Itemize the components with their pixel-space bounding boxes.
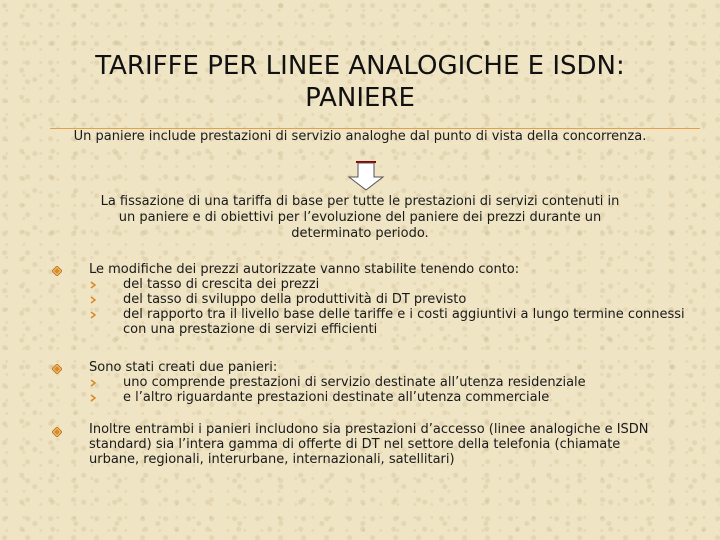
- chevron-right-icon: [89, 311, 97, 319]
- bullet-two-baskets-text: Sono stati creati due panieri:: [89, 360, 278, 375]
- down-arrow-icon: [346, 161, 386, 191]
- bullet-price-changes-text: Le modifiche dei prezzi autorizzate vanno stabilite tenendo conto:: [89, 262, 520, 277]
- diamond-bullet-icon: [52, 427, 62, 437]
- list-item: [89, 307, 689, 337]
- list-item-text: del tasso di crescita dei prezzi: [123, 277, 320, 292]
- chevron-right-icon: [89, 296, 97, 304]
- list-item: [89, 375, 689, 390]
- chevron-right-icon: [89, 281, 97, 289]
- list-item-text: del rapporto tra il livello base delle tariffe e i costi aggiuntivi a lungo termine connessi con una prestazione di servizi efficienti: [123, 307, 685, 337]
- bullet-access-services: Inoltre entrambi i panieri includono sia prestazioni d’accesso (linee analogiche e ISDN standard) sia l’intera gamma di offerte di DT nel settore della telefonia (chiamate urbane, regionali, interurbane, internazionali, satellitari): [89, 422, 649, 467]
- chevron-right-icon: [89, 394, 97, 402]
- intro-text: Un paniere include prestazioni di servizio analoghe dal punto di vista della concorrenza.: [73, 129, 647, 144]
- diamond-bullet-icon: [52, 266, 62, 276]
- list-item-text: uno comprende prestazioni di servizio destinate all’utenza residenziale: [123, 375, 586, 390]
- diamond-bullet-icon: [52, 364, 62, 374]
- chevron-right-icon: [89, 379, 97, 387]
- fixing-text: La fissazione di una tariffa di base per tutte le prestazioni di servizi contenuti in un paniere e di obiettivi per l’evoluzione del paniere dei prezzi durante un determinato periodo.: [100, 194, 620, 241]
- list-item: [89, 277, 689, 292]
- list-item-text: del tasso di sviluppo della produttività di DT previsto: [123, 292, 467, 307]
- bullet-two-baskets: [89, 360, 689, 405]
- list-item-text: e l’altro riguardante prestazioni destinate all’utenza commerciale: [123, 390, 550, 405]
- list-item: [89, 292, 689, 307]
- slide-title: TARIFFE PER LINEE ANALOGICHE E ISDN: PANIERE: [95, 51, 625, 113]
- bullet-price-changes: [89, 262, 689, 337]
- list-item: [89, 390, 689, 405]
